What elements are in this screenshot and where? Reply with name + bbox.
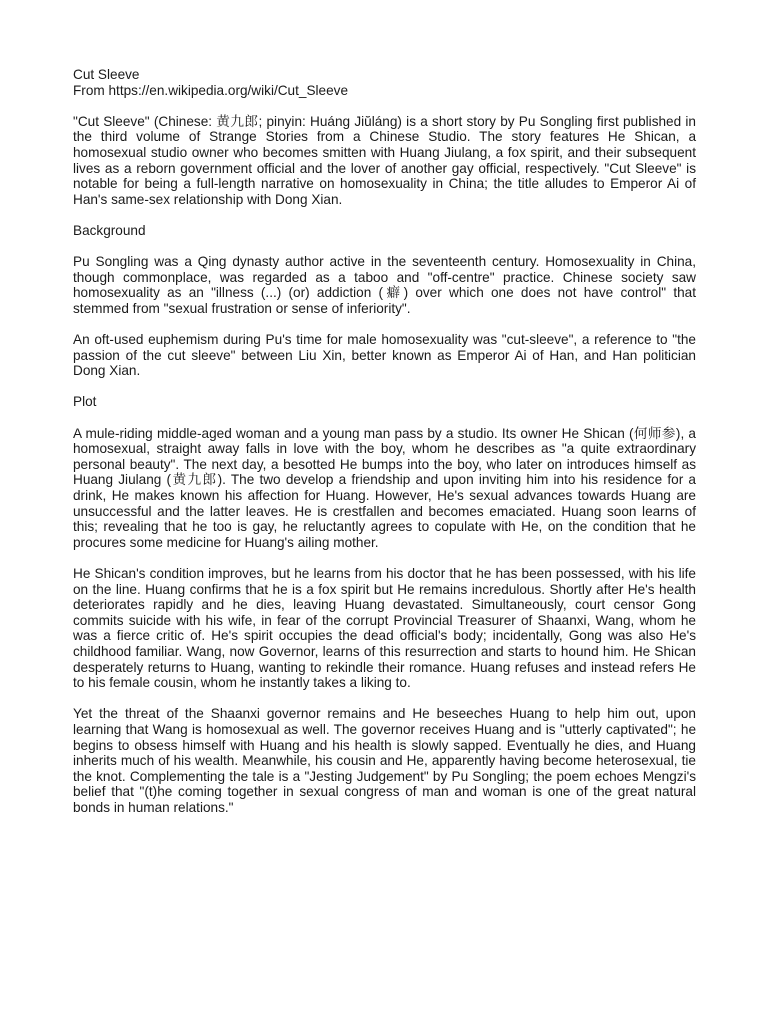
background-paragraph-2: An oft-used euphemism during Pu's time for male homosexuality was "cut-sleeve", a reference to "the passion of the cut sleeve" between Liu Xin, better known as Emperor Ai of Han, and Han politician Dong Xian. — [73, 332, 696, 379]
background-heading: Background — [73, 222, 146, 238]
document-header — [73, 67, 696, 98]
plot-paragraph-3: Yet the threat of the Shaanxi governor remains and He beseeches Huang to help him out, upon learning that Wang is homosexual as well. The governor receives Huang and is "utterly captivated"; he begins to obsess himself with Huang and his health is slowly sapped. Eventually he dies, and Huang inherits much of his wealth. Meanwhile, his cousin and He, apparently having become heterosexual, tie the knot. Complementing the tale is a "Jesting Judgement" by Pu Songling; the poem echoes Mengzi's belief that "(t)he coming together in sexual congress of man and woman is one of the great natural bonds in human relations." — [73, 706, 696, 815]
document-title: Cut Sleeve — [73, 67, 140, 82]
document-page — [73, 67, 696, 816]
background-paragraph-1: Pu Songling was a Qing dynasty author active in the seventeenth century. Homosexuality in China, though commonplace, was regarded as a taboo and "off-centre" practice. Chinese society saw homosexuality as an "illness (...) (or) addiction (癖) over which one does not have control" that stemmed from "sexual frustration or sense of inferiority". — [73, 254, 696, 316]
intro-paragraph: "Cut Sleeve" (Chinese: 黄九郎; pinyin: Huáng Jiŭláng) is a short story by Pu Songling first published in the third volume of Strange Stories from a Chinese Studio. The story features He Shican, a homosexual studio owner who becomes smitten with Huang Jiulang, a fox spirit, and their subsequent lives as a reborn government official and the lover of another gay official, respectively. "Cut Sleeve" is notable for being a full-length narrative on homosexuality in China; the title alludes to Emperor Ai of Han's same-sex relationship with Dong Xian. — [73, 113, 696, 207]
plot-paragraph-2: He Shican's condition improves, but he learns from his doctor that he has been possessed, with his life on the line. Huang confirms that he is a fox spirit but He remains incredulous. Shortly after He's health deteriorates rapidly and he dies, leaving Huang devastated. Simultaneously, court censor Gong commits suicide with his wife, in fear of the corrupt Provincial Treasurer of Shaanxi, Wang, whom he was a fierce critic of. He's spirit occupies the dead official's body; incidentally, Gong was also He's childhood familiar. Wang, now Governor, learns of this resurrection and starts to hound him. He Shican desperately returns to Huang, wanting to rekindle their romance. Huang refuses and instead refers He to his female cousin, whom he instantly takes a liking to. — [73, 566, 696, 691]
plot-heading: Plot — [73, 394, 97, 410]
plot-paragraph-1: A mule-riding middle-aged woman and a young man pass by a studio. Its owner He Shican (何师参), a homosexual, straight away falls in love with the boy, whom he describes as "a quite extraordinary personal beauty". The next day, a besotted He bumps into the boy, who later on introduces himself as Huang Jiulang (黄九郎). The two develop a friendship and upon inviting him into his residence for a drink, He makes known his affection for Huang. However, He's sexual advances towards Huang are unsuccessful and the latter leaves. He is crestfallen and becomes emaciated. Huang soon learns of this; revealing that he too is gay, he reluctantly agrees to copulate with He, on the condition that he procures some medicine for Huang's ailing mother. — [73, 425, 696, 550]
source-url: From https://en.wikipedia.org/wiki/Cut_Sleeve — [73, 82, 349, 98]
